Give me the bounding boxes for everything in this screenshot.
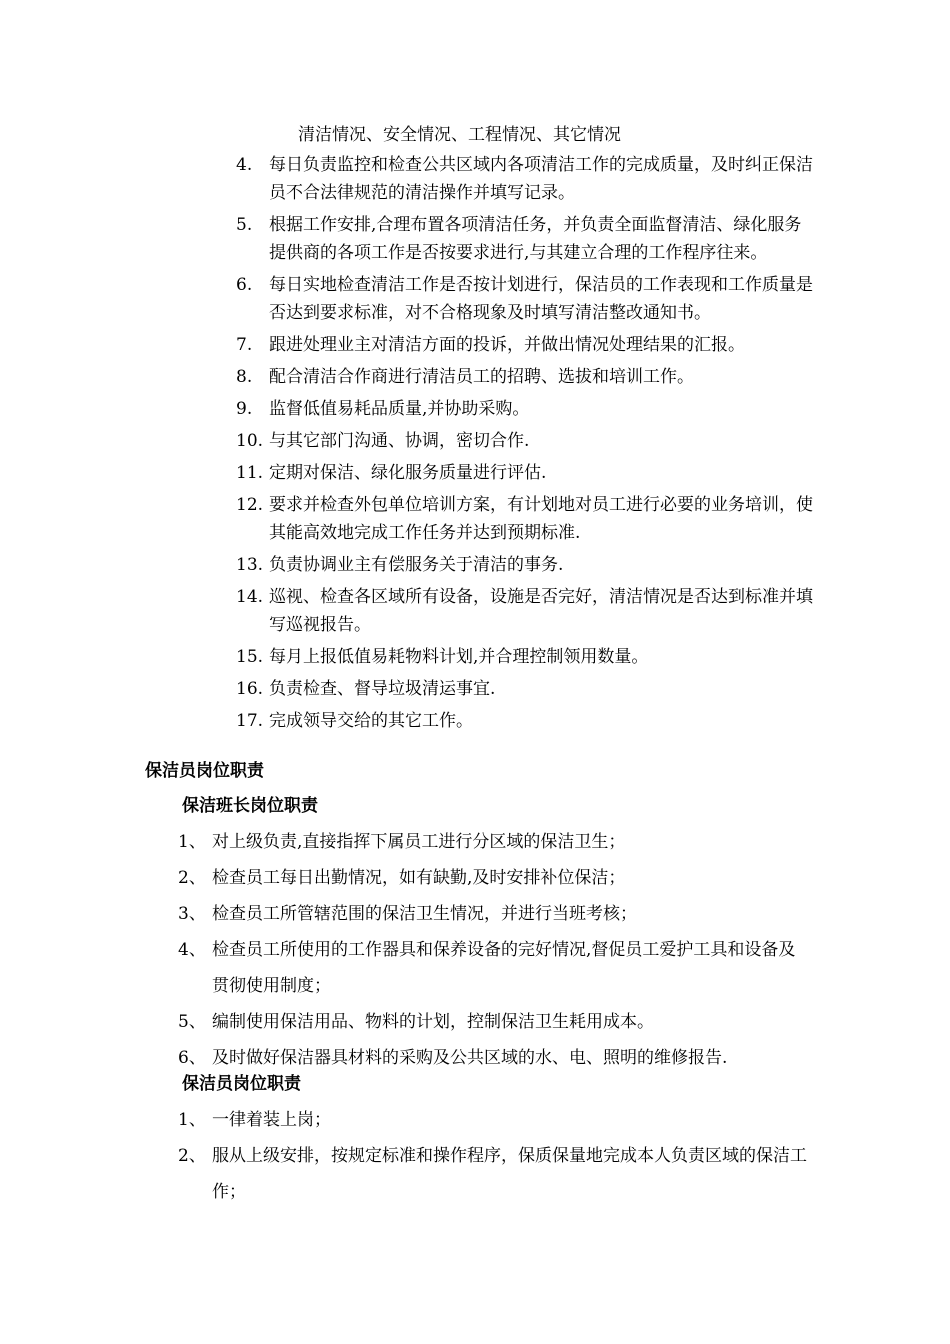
- list-item: 14. 巡视、检查各区域所有设备，设施是否完好，清洁情况是否达到标准并填写巡视报告。: [236, 587, 813, 635]
- cleaner-list: [178, 1102, 808, 1210]
- list-item: 2、 检查员工每日出勤情况，如有缺勤,及时安排补位保洁；: [178, 868, 626, 888]
- list-item: 16. 负责检查、督导垃圾清运事宜.: [236, 679, 496, 699]
- team-leader-title: 保洁班长岗位职责: [182, 796, 318, 816]
- list-item: 6. 每日实地检查清洁工作是否按计划进行，保洁员的工作表现和工作质量是否达到要求标准，对不合格现象及时填写清洁整改通知书。: [236, 275, 813, 323]
- duties-list: [236, 151, 816, 739]
- list-item: 4、 检查员工所使用的工作器具和保养设备的完好情况,督促员工爱护工具和设备及贯彻使用制度；: [178, 940, 796, 996]
- list-item: 9. 监督低值易耗品质量,并协助采购。: [236, 399, 530, 419]
- list-item: 15. 每月上报低值易耗物料计划,并合理控制领用数量。: [236, 647, 649, 667]
- list-item: 3、 检查员工所管辖范围的保洁卫生情况，并进行当班考核；: [178, 904, 637, 924]
- list-item: 8. 配合清洁合作商进行清洁员工的招聘、选拔和培训工作。: [236, 367, 694, 387]
- list-item: 2、 服从上级安排，按规定标准和操作程序，保质保量地完成本人负责区域的保洁工作；: [178, 1146, 807, 1202]
- team-leader-list: [178, 824, 808, 1076]
- list-item: 7. 跟进处理业主对清洁方面的投诉，并做出情况处理结果的汇报。: [236, 335, 745, 355]
- list-item: 13. 负责协调业主有偿服务关于清洁的事务.: [236, 555, 564, 575]
- continuation-line: 清洁情况、安全情况、工程情况、其它情况: [298, 125, 621, 145]
- list-item: 5、 编制使用保洁用品、物料的计划，控制保洁卫生耗用成本。: [178, 1012, 654, 1032]
- list-item: 1、 对上级负责,直接指挥下属员工进行分区域的保洁卫生；: [178, 832, 626, 852]
- list-item: 4. 每日负责监控和检查公共区域内各项清洁工作的完成质量，及时纠正保洁员不合法律规范的清洁操作并填写记录。: [236, 155, 813, 203]
- list-item: 11. 定期对保洁、绿化服务质量进行评估.: [236, 463, 547, 483]
- list-item: 12. 要求并检查外包单位培训方案，有计划地对员工进行必要的业务培训，使其能高效地完成工作任务并达到预期标准.: [236, 495, 813, 543]
- list-item: 10. 与其它部门沟通、协调，密切合作.: [236, 431, 530, 451]
- cleaner-title: 保洁员岗位职责: [182, 1074, 301, 1094]
- list-item: 5. 根据工作安排,合理布置各项清洁任务，并负责全面监督清洁、绿化服务提供商的各项工作是否按要求进行,与其建立合理的工作程序往来。: [236, 215, 802, 263]
- list-item: 1、 一律着装上岗；: [178, 1110, 331, 1130]
- list-item: 17. 完成领导交给的其它工作。: [236, 711, 473, 731]
- list-item: 6、 及时做好保洁器具材料的采购及公共区域的水、电、照明的维修报告.: [178, 1048, 728, 1068]
- section-title: 保洁员岗位职责: [145, 761, 264, 781]
